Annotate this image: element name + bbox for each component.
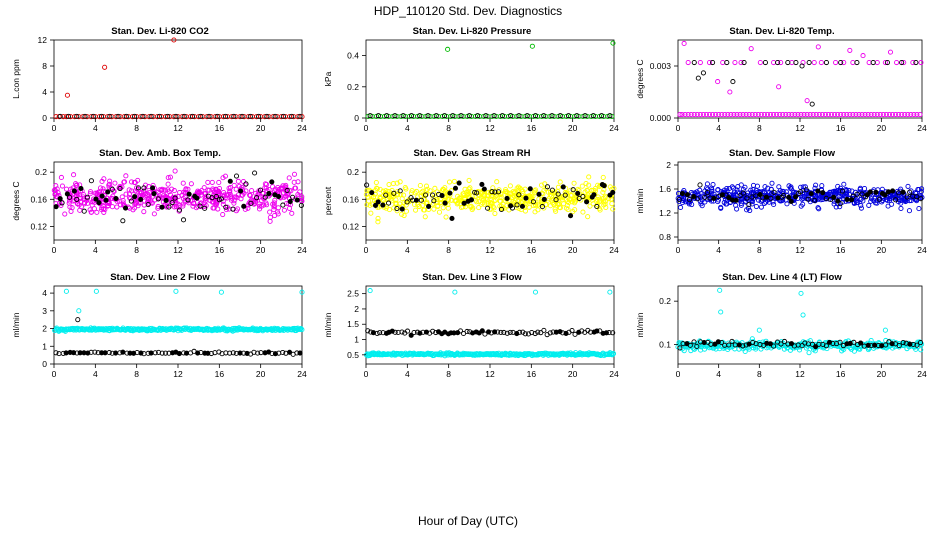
- svg-text:8: 8: [134, 369, 140, 379]
- svg-text:0.000: 0.000: [649, 113, 671, 123]
- svg-text:2: 2: [354, 303, 359, 314]
- svg-text:4: 4: [404, 245, 410, 255]
- svg-text:0: 0: [51, 369, 57, 379]
- chart-title-line4-lt-flow: Stan. Dev. Line 4 (LT) Flow: [722, 272, 842, 283]
- svg-text:ml/min: ml/min: [11, 312, 21, 338]
- plot-area-li820-co2: [8, 26, 312, 142]
- svg-text:8: 8: [42, 61, 47, 71]
- svg-text:8: 8: [446, 123, 452, 133]
- svg-text:0.2: 0.2: [659, 296, 671, 307]
- svg-text:8: 8: [134, 123, 140, 133]
- chart-title-line2-flow: Stan. Dev. Line 2 Flow: [110, 272, 210, 283]
- svg-text:degrees C: degrees C: [11, 181, 21, 221]
- svg-text:8: 8: [756, 369, 762, 379]
- svg-text:12: 12: [173, 245, 183, 255]
- svg-text:3: 3: [42, 305, 47, 316]
- svg-text:16: 16: [526, 245, 537, 255]
- chart-title-sample-flow: Stan. Dev. Sample Flow: [729, 148, 835, 159]
- svg-text:0: 0: [42, 113, 47, 123]
- svg-text:0: 0: [363, 245, 369, 255]
- plot-area-gas-stream-rh: [320, 148, 624, 264]
- svg-text:0.8: 0.8: [659, 232, 671, 242]
- svg-text:24: 24: [917, 245, 927, 255]
- svg-text:16: 16: [214, 245, 225, 255]
- svg-text:16: 16: [835, 369, 846, 379]
- chart-panel-line2-flow: [8, 272, 312, 388]
- chart-panel-li820-temp: [632, 26, 932, 142]
- chart-panel-gas-stream-rh: [320, 148, 624, 264]
- chart-title-amb-box-temp: Stan. Dev. Amb. Box Temp.: [99, 148, 221, 159]
- svg-text:12: 12: [173, 123, 183, 133]
- svg-text:20: 20: [255, 245, 266, 255]
- svg-text:kPa: kPa: [323, 71, 333, 87]
- svg-text:L.con ppm: L.con ppm: [11, 59, 21, 99]
- svg-text:0: 0: [354, 113, 359, 123]
- chart-title-li820-pressure: Stan. Dev. Li-820 Pressure: [412, 26, 532, 37]
- svg-text:0: 0: [363, 369, 369, 379]
- svg-text:16: 16: [835, 245, 846, 255]
- svg-text:0: 0: [51, 123, 57, 133]
- svg-text:20: 20: [567, 123, 578, 133]
- svg-text:4: 4: [404, 369, 410, 379]
- chart-title-li820-temp: Stan. Dev. Li-820 Temp.: [729, 26, 835, 37]
- plot-area-line2-flow: [8, 272, 312, 388]
- svg-text:0.1: 0.1: [659, 339, 671, 350]
- svg-text:4: 4: [92, 245, 98, 255]
- svg-text:12: 12: [795, 369, 805, 379]
- svg-text:degrees C: degrees C: [635, 59, 645, 99]
- svg-text:16: 16: [526, 123, 537, 133]
- svg-text:12: 12: [485, 245, 495, 255]
- x-axis-label: Hour of Day (UTC): [417, 514, 518, 528]
- svg-text:20: 20: [567, 369, 578, 379]
- svg-text:8: 8: [134, 245, 140, 255]
- svg-text:0: 0: [363, 123, 369, 133]
- svg-text:2: 2: [42, 323, 47, 334]
- svg-text:24: 24: [609, 123, 619, 133]
- svg-text:0.16: 0.16: [30, 194, 47, 205]
- chart-panel-li820-pressure: [320, 26, 624, 142]
- chart-panel-amb-box-temp: [8, 148, 312, 264]
- svg-text:1: 1: [42, 341, 47, 352]
- chart-panel-line4-lt-flow: [632, 272, 932, 388]
- svg-text:4: 4: [42, 87, 47, 97]
- svg-text:0: 0: [675, 369, 681, 379]
- svg-text:0.4: 0.4: [347, 50, 359, 61]
- svg-text:4: 4: [404, 123, 410, 133]
- svg-text:12: 12: [795, 245, 805, 255]
- chart-title-li820-co2: Stan. Dev. Li-820 CO2: [111, 26, 209, 37]
- chart-title-line3-flow: Stan. Dev. Line 3 Flow: [422, 272, 522, 283]
- svg-text:1.6: 1.6: [659, 184, 671, 194]
- svg-text:percent: percent: [323, 186, 333, 216]
- svg-text:0.003: 0.003: [649, 61, 671, 71]
- svg-text:24: 24: [609, 369, 619, 379]
- svg-text:8: 8: [756, 245, 762, 255]
- svg-text:8: 8: [446, 369, 452, 379]
- svg-text:24: 24: [297, 369, 307, 379]
- svg-text:4: 4: [42, 288, 47, 299]
- svg-text:20: 20: [255, 123, 266, 133]
- svg-text:ml/min: ml/min: [323, 312, 333, 338]
- plot-area-li820-temp: [632, 26, 932, 142]
- svg-text:0: 0: [675, 245, 681, 255]
- plot-area-line4-lt-flow: [632, 272, 932, 388]
- svg-text:16: 16: [214, 369, 225, 379]
- svg-text:16: 16: [526, 369, 537, 379]
- svg-text:20: 20: [255, 369, 266, 379]
- svg-text:0.16: 0.16: [342, 194, 359, 205]
- chart-panel-li820-co2: [8, 26, 312, 142]
- svg-text:0: 0: [42, 359, 47, 369]
- svg-text:0.2: 0.2: [347, 81, 359, 92]
- svg-text:2.5: 2.5: [347, 288, 359, 299]
- plot-area-amb-box-temp: [8, 148, 312, 264]
- svg-text:8: 8: [756, 123, 762, 133]
- svg-text:1.5: 1.5: [347, 319, 359, 330]
- svg-text:24: 24: [917, 123, 927, 133]
- svg-text:2: 2: [666, 160, 671, 170]
- svg-text:24: 24: [917, 369, 927, 379]
- svg-text:8: 8: [446, 245, 452, 255]
- svg-text:ml/min: ml/min: [635, 312, 645, 338]
- svg-text:0.12: 0.12: [30, 221, 47, 232]
- svg-text:24: 24: [297, 245, 307, 255]
- chart-panel-line3-flow: [320, 272, 624, 388]
- svg-text:0: 0: [675, 123, 681, 133]
- svg-text:20: 20: [876, 123, 887, 133]
- svg-text:0: 0: [51, 245, 57, 255]
- svg-text:12: 12: [485, 123, 495, 133]
- svg-text:1.2: 1.2: [659, 208, 671, 218]
- svg-text:4: 4: [92, 369, 98, 379]
- svg-text:20: 20: [876, 245, 887, 255]
- svg-text:12: 12: [485, 369, 495, 379]
- svg-text:0.2: 0.2: [347, 167, 359, 178]
- svg-text:4: 4: [716, 123, 722, 133]
- svg-text:12: 12: [795, 123, 805, 133]
- chart-panel-sample-flow: [632, 148, 932, 264]
- plot-area-line3-flow: [320, 272, 624, 388]
- svg-text:24: 24: [297, 123, 307, 133]
- svg-text:0.2: 0.2: [35, 167, 47, 178]
- svg-text:24: 24: [609, 245, 619, 255]
- svg-text:4: 4: [92, 123, 98, 133]
- chart-title-gas-stream-rh: Stan. Dev. Gas Stream RH: [413, 148, 531, 159]
- svg-text:12: 12: [173, 369, 183, 379]
- svg-text:4: 4: [716, 369, 722, 379]
- svg-text:0.12: 0.12: [342, 221, 359, 232]
- svg-text:20: 20: [876, 369, 887, 379]
- page-title: HDP_110120 Std. Dev. Diagnostics: [373, 4, 563, 18]
- plot-area-li820-pressure: [320, 26, 624, 142]
- svg-text:16: 16: [835, 123, 846, 133]
- svg-text:16: 16: [214, 123, 225, 133]
- svg-text:12: 12: [37, 35, 47, 45]
- svg-text:4: 4: [716, 245, 722, 255]
- svg-text:ml/min: ml/min: [635, 188, 645, 214]
- plot-area-sample-flow: [632, 148, 932, 264]
- svg-text:0.5: 0.5: [347, 349, 359, 360]
- svg-text:1: 1: [354, 334, 359, 345]
- svg-text:20: 20: [567, 245, 578, 255]
